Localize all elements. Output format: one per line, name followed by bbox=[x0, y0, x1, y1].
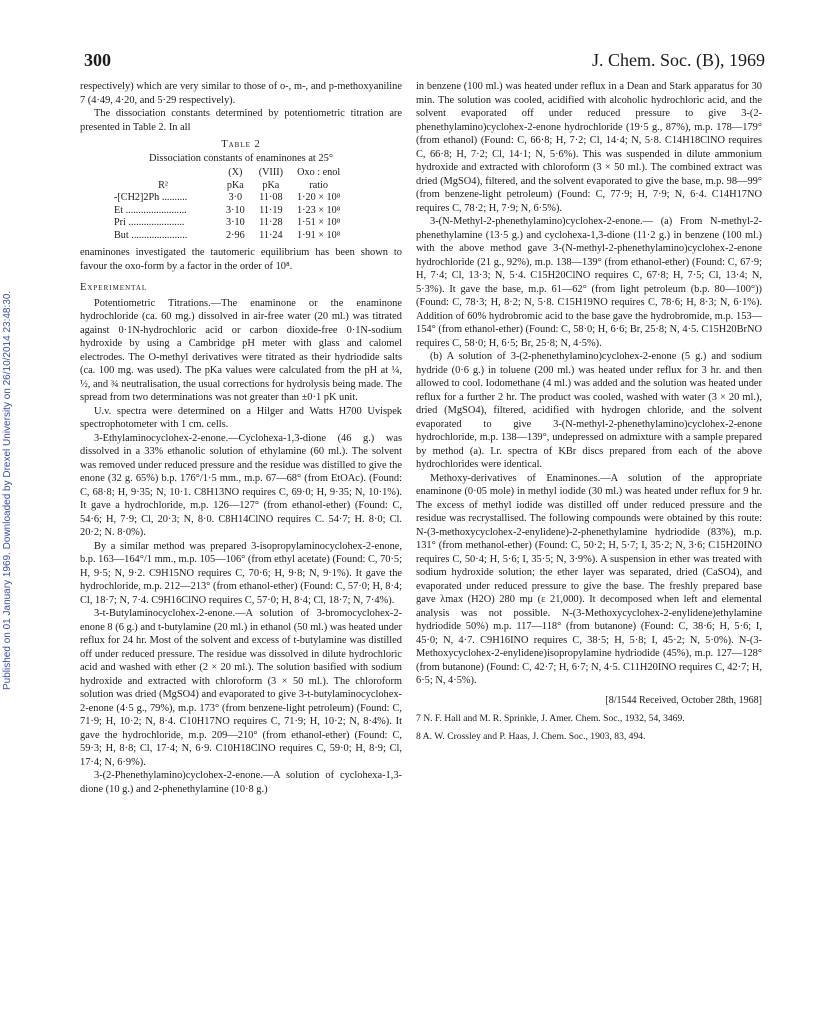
paragraph: in benzene (100 ml.) was heated under reflux in a Dean and Stark apparatus for 30 min. The solution was cooled, acidified with alcoholic hydrochloric acid, and the solvent evaporated off under reduced pressure to give 3-(2-phenethylamino)cyclohex-2-enone hydrochloride (19·5 g., 87%), m.p. 178—179° (from ethanol) (Found: C, 66·8; H, 7·2; Cl, 14·4; N, 5·8. C14H18ClNO requires C, 66·8; H, 7·2; Cl, 14·1; N, 5·6%). This was suspended in dilute ammonium hydroxide and extracted with chloroform (3 × 50 ml.). The combined extract was dried (MgSO4), filtered, and the solvent evaporated to give the base, m.p. 98—99° (from benzene-light petroleum) (Found: C, 77·9; H, 7·9; N, 6·4. C14H17NO requires C, 78·2; H, 7·9; N, 6·5%). bbox=[416, 81, 762, 214]
paragraph: 3-t-Butylaminocyclohex-2-enone.—A solution of 3-bromocyclohex-2-enone 8 (6 g.) and t-butylamine (20 ml.) in ethanol (50 ml.) was heated under reflux for 24 hr. Most of the solvent and excess of t-butylamine was distilled off under reduced pressure. The residue was dissolved in dilute hydrochloric acid and washed with ether (2 × 20 ml.). The solution basified with sodium hydroxide and extracted with chloroform (3 × 50 ml.). The chloroform solution was dried (MgSO4) and evaporated to give 3-t-butylaminocyclohex-2-enone (4·5 g., 79%), m.p. 173° (from benzene-light petroleum) (Found: C, 71·9; H, 10·2; N, 8·4. C10H17NO requires C, 71·9; H, 10·2; N, 8·4%). It gave the hydrochloride, m.p. 209—210° (from ethanol-ether) (Found: C, 59·3; H, 8·8; Cl, 17·4; N, 6·9. C10H18ClNO requires C, 59·0; H, 8·9; Cl, 17·4; N, 6·9%). bbox=[80, 608, 402, 768]
paragraph: Methoxy-derivatives of Enaminones.—A solution of the appropriate enaminone (0·05 mole) in methyl iodide (30 ml.) was heated under reflux for 9 hr. The excess of methyl iodide was distilled off under reduced pressure and the residue was recrystallised. The following compounds were obtained by this route: N-(3-methoxycyclohex-2-enylidene)-2-phenethylamine hydriodide (83%), m.p. 131° (from methanol-ether) (Found: C, 50·2; H, 5·7; I, 35·2; N, 3·6; C15H20INO requires C, 50·4; H, 5·6; I, 35·5; N, 3·9%). A suspension in ether was treated with sodium hydroxide solution; the ether layer was separated, dried (CaSO4), and evaporated under reduced pressure to give the base. The freshly prepared base gave λmax (H2O) 280 mμ (ε 21,000). It decomposed when left and elemental analysis was not possible. N-(3-Methoxycyclohex-2-enylidene)ethylamine hydriodide 50%) m.p. 117—118° (from butanone) (Found: C, 38·6; H, 5·6; I, 45·0; N, 4·7. C9H16INO requires C, 38·5; H, 5·8; I, 45·2; N, 5·0%). N-(3-Methoxycyclohex-2-enylidene)isopropylamine hydriodide (45%), m.p. 127—128° (from butanone) (Found: C, 42·7; H, 6·7; N, 4·5. C11H20INO requires C, 42·7; H, 6·5; N, 4·5%). bbox=[416, 472, 762, 686]
table-cell: 1·91 × 10⁸ bbox=[297, 229, 341, 241]
journal-title: J. Chem. Soc. (B), 1969 bbox=[592, 50, 765, 70]
table-cell: 1·23 × 10⁸ bbox=[297, 204, 341, 216]
table-title: Dissociation constants of enaminones at 25° bbox=[149, 152, 333, 164]
section-heading: Experimental bbox=[80, 282, 148, 293]
paragraph: Potentiometric Titrations.—The enaminone or the enaminone hydrochloride (ca. 60 mg.) dissolved in air-free water (20 ml.) was titrated against 0·1N-hydrochloric acid or carbon dioxide-free 0·1N-sodium hydroxide by using a Cambridge pH meter with glass and calomel electrodes. The O-methyl derivatives were titrated as their hydriodide salts (ca. 100 mg. was used). The pKa values were calculated from the pH at ¼, ½, and ¾ neutralisation, the usual corrections for hydrolysis being made. The spread from two determinations was not greater than ±0·1 pK unit. bbox=[80, 297, 402, 403]
paragraph: 3-Ethylaminocyclohex-2-enone.—Cyclohexa-1,3-dione (46 g.) was dissolved in a 33% ethanolic solution of ethylamine (60 ml.). The solvent was removed under reduced pressure and the residue was distilled to give the enone (32 g. 65%) b.p. 176°/1·5 mm., m.p. 67—68° (from EtOAc). (Found: C, 68·8; H, 9·35; N, 10·1. C8H13NO requires C, 69·0; H, 9·35; N, 10·1%). It gave a hydrochloride, m.p. 126—127° (from ethanol-ether) (Found: C, 54·6; H, 7·9; Cl, 20·3; N, 8·0. C8H14ClNO requires C. 54·7; H. 8·0; Cl. 20·2; N. 8·0%). bbox=[80, 432, 402, 538]
paragraph: U.v. spectra were determined on a Hilger and Watts H700 Uvispek spectrophotometer with 1 cm. cells. bbox=[80, 405, 402, 430]
table-cell: 11·08 bbox=[259, 192, 283, 203]
download-watermark: Published on 01 January 1969. Downloaded by Drexel University on 26/10/2014 23:48:30. bbox=[2, 290, 13, 690]
paragraph: 3-(N-Methyl-2-phenethylamino)cyclohex-2-enone.— (a) From N-methyl-2-phenethylamine (13·5 g.) and cyclohexa-1,3-dione (11·2 g.) in benzene (100 ml.) with the above method gave 3-(N-methyl-2-phenethylamino)cyclohex-2-enone hydrochloride (21 g., 92%), m.p. 138—139° (from ethanol-ether) (Found: C, 67·9; H, 7·4; Cl, 13·3; N, 5·4. C15H20ClNO requires C, 67·8; H, 7·5; Cl, 13·4; N, 5·3%). It gave the base, m.p. 61—62° (from light petroleum (b.p. 80—100°)) (Found: C, 78·3; H, 8·2; N, 5·8. C15H19NO requires C, 78·6; H, 8·3; N, 6·1%). Addition of 60% hydrobromic acid to the base gave the hydrobromide, m.p. 153—154° (from ethanol-ether) (Found: C, 58·0; H, 6·6; Br, 25·8; N, 4·5. C15H20BrNO requires C, 58·0; H, 6·5; Br, 25·8; N, 4·5%). bbox=[416, 216, 762, 349]
page-number: 300 bbox=[84, 50, 111, 70]
table-header-cell: (VIII) bbox=[258, 167, 284, 178]
table-header-cell: Oxo : enol bbox=[297, 167, 341, 178]
dissociation-table bbox=[114, 167, 354, 242]
table-header-cell bbox=[114, 167, 226, 180]
table-cell: 1·51 × 10⁸ bbox=[297, 217, 341, 228]
table-row bbox=[114, 192, 354, 205]
table-header-cell: R² bbox=[158, 179, 168, 191]
table-cell: 2·96 bbox=[226, 229, 245, 241]
table-header-cell: pKa bbox=[262, 179, 280, 191]
table-cell: -[CH2]2Ph .......... bbox=[114, 192, 188, 203]
table-cell: 11·19 bbox=[259, 204, 283, 216]
table-cell: Pri ...................... bbox=[114, 217, 185, 228]
reference-7: 7 N. F. Hall and M. R. Sprinkle, J. Amer. Chem. Soc., 1932, 54, 3469. bbox=[416, 713, 685, 724]
table-header-row bbox=[114, 167, 354, 180]
paragraph: By a similar method was prepared 3-isopropylaminocyclohex-2-enone, b.p. 163—164°/1 mm., m.p. 105—106° (from ethyl acetate) (Found: C, 70·5; H, 9·5; N, 9·2. C9H15NO requires C, 70·6; H, 9·8; N, 9·1%). It gave the hydrochloride, m.p. 212—213° (from ethanol-ether) (Found: C, 57·0; H, 8·4; Cl, 18·7; N, 7·4. C9H16ClNO requires C, 57·0; H, 8·4; Cl, 18·7; N, 7·4%). bbox=[80, 540, 403, 606]
received-date: [8/1544 Received, October 28th, 1968] bbox=[605, 694, 762, 706]
table-caption: Table 2 bbox=[221, 139, 261, 150]
paragraph: (b) A solution of 3-(2-phenethylamino)cyclohex-2-enone (5 g.) and sodium hydride (0·6 g.) in toluene (200 ml.) was heated under reflux for 3 hr. and then allowed to cool. Iodomethane (4 ml.) was added and the solution was heated under reflux for a further 2 hr. The product was cooled, washed with water (3 × 20 ml.), dried (MgSO4), filtered, acidified with hydrogen chloride, and the solvent evaporated to give 3-(N-methyl-2-phenethylamino)cyclohex-2-enone hydrochloride, m.p. 138—139°, undepressed on admixture with a sample prepared by method (a). I.r. spectra of KBr discs prepared from each of the above hydrochlorides were identical. bbox=[416, 351, 762, 470]
table-cell: 1·20 × 10⁸ bbox=[297, 192, 341, 203]
table-header-row bbox=[114, 180, 354, 193]
paragraph: 3-(2-Phenethylamino)cyclohex-2-enone.—A solution of cyclohexa-1,3-dione (10 g.) and 2-phenethylamine (10·8 g.) bbox=[80, 770, 402, 795]
table-row bbox=[114, 217, 354, 230]
table-cell: 3·10 bbox=[226, 204, 245, 216]
table-header-cell: (X) bbox=[228, 167, 243, 178]
table-cell: But ...................... bbox=[114, 229, 188, 241]
reference-8: 8 A. W. Crossley and P. Haas, J. Chem. Soc., 1903, 83, 494. bbox=[416, 731, 646, 742]
table-row bbox=[114, 230, 354, 243]
table-cell: 11·28 bbox=[259, 217, 283, 228]
left-column bbox=[80, 80, 402, 796]
table-cell: Et ........................ bbox=[114, 204, 187, 216]
table-row bbox=[114, 205, 354, 218]
paragraph: The dissociation constants determined by potentiometric titration are presented in Table 2. In all bbox=[80, 108, 402, 133]
table-cell: 11·24 bbox=[259, 229, 283, 241]
table-cell: 3·0 bbox=[228, 192, 243, 203]
paragraph: respectively) which are very similar to those of o-, m-, and p-methoxyaniline 7 (4·49, 4·20, and 5·29 respectively). bbox=[80, 81, 402, 106]
table-cell: 3·10 bbox=[226, 217, 245, 228]
table-header-cell: ratio bbox=[309, 179, 328, 191]
paragraph: enaminones investigated the tautomeric equilibrium has been shown to favour the oxo-form by a factor in the order of 10⁸. bbox=[80, 247, 402, 272]
right-column bbox=[416, 80, 762, 743]
table-header-cell: pKa bbox=[226, 179, 244, 191]
